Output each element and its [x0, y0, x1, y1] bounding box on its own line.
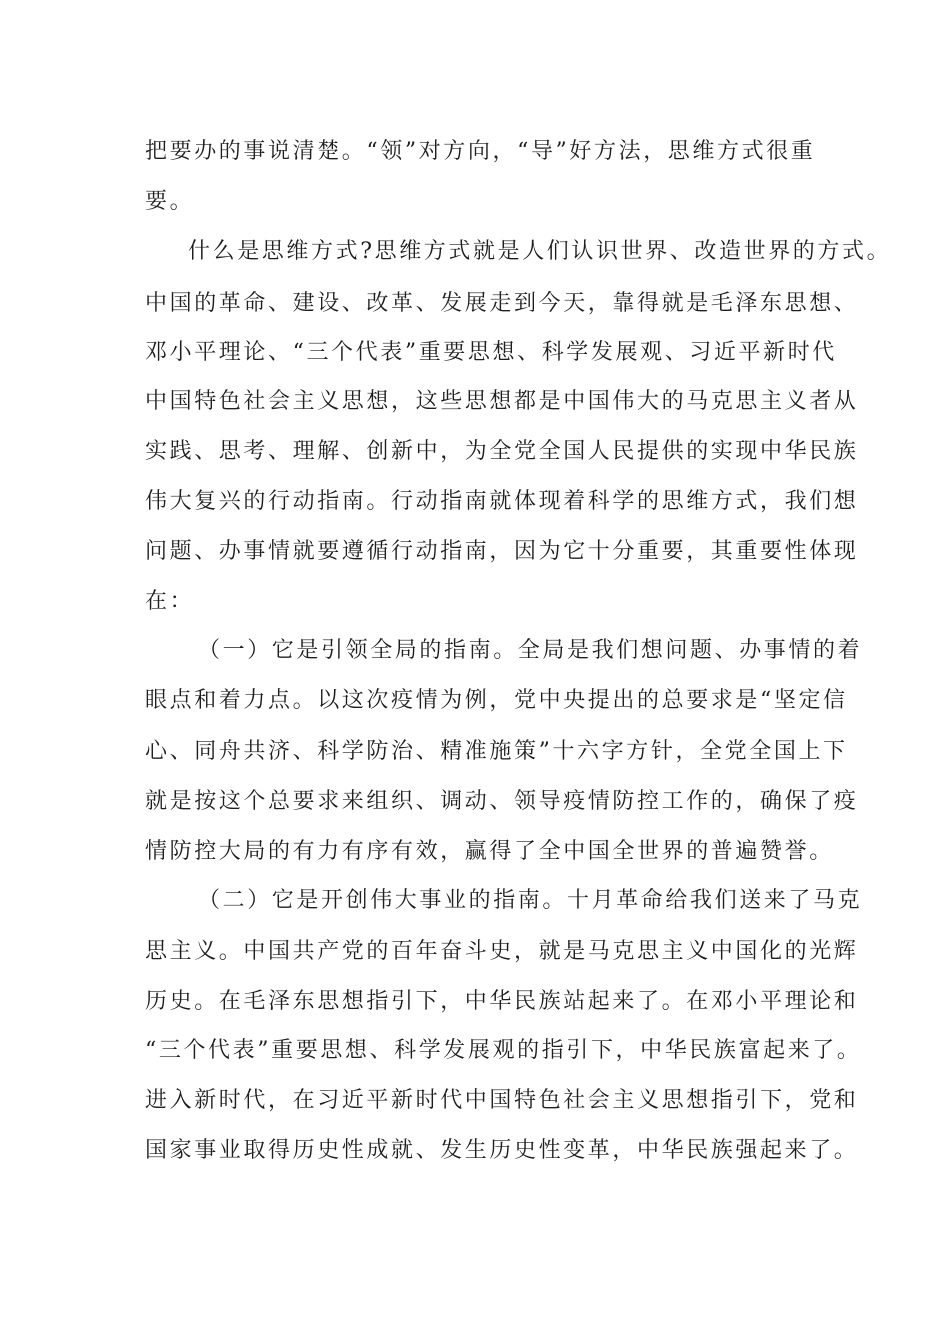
text-line: 问题、办事情就要遵循行动指南，因为它十分重要，其重要性体现 [145, 539, 859, 564]
text-line: 把要办的事说清楚。“领”对方向，“导”好方法，思维方式很重 [145, 139, 816, 164]
text-line: 情防控大局的有力有序有效，赢得了全中国全世界的普遍赞誉。 [145, 839, 834, 864]
text-line: 国家事业取得历史性成就、发生历史性变革，中华民族强起来了。 [145, 1138, 859, 1163]
text-line: 历史。在毛泽东思想指引下，中华民族站起来了。在邓小平理论和 [145, 989, 859, 1014]
text-line: “三个代表”重要思想、科学发展观的指引下，中华民族富起来了。 [145, 1038, 862, 1063]
text-line: 中国的革命、建设、改革、发展走到今天，靠得就是毛泽东思想、 [145, 291, 859, 316]
paragraph-first-line: （一）它是引领全局的指南。全局是我们想问题、办事情的着 [198, 638, 863, 663]
text-line: 心、同舟共济、科学防治、精准施策”十六字方针，全党全国上下 [145, 739, 848, 764]
text-line: 实践、思考、理解、创新中，为全党全国人民提供的实现中华民族 [145, 439, 859, 464]
text-line: 在： [145, 589, 195, 614]
text-line: 中国特色社会主义思想，这些思想都是中国伟大的马克思主义者从 [145, 389, 859, 414]
paragraph-first-line: （二）它是开创伟大事业的指南。十月革命给我们送来了马克 [198, 888, 863, 913]
text-line: 思主义。中国共产党的百年奋斗史，就是马克思主义中国化的光辉 [145, 939, 859, 964]
text-line: 要。 [145, 189, 195, 214]
text-line: 邓小平理论、“三个代表”重要思想、科学发展观、习近平新时代 [145, 340, 837, 365]
paragraph-first-line: 什么是思维方式?思维方式就是人们认识世界、改造世界的方式。 [188, 239, 892, 264]
text-line: 伟大复兴的行动指南。行动指南就体现着科学的思维方式，我们想 [145, 489, 859, 514]
text-line: 眼点和着力点。以这次疫情为例，党中央提出的总要求是“坚定信 [145, 688, 848, 713]
text-line: 进入新时代，在习近平新时代中国特色社会主义思想指引下，党和 [145, 1088, 859, 1113]
text-line: 就是按这个总要求来组织、调动、领导疫情防控工作的，确保了疫 [145, 789, 859, 814]
